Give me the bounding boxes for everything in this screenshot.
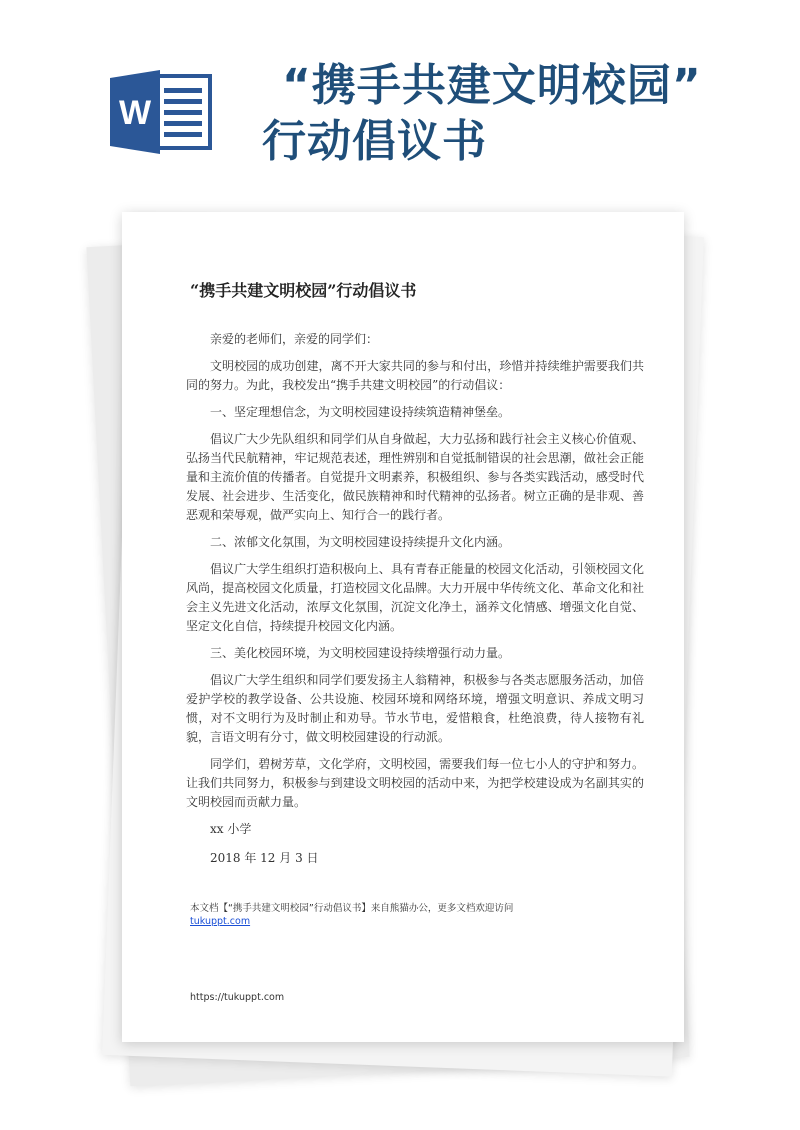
section-heading: 三、美化校园环境，为文明校园建设持续增强行动力量。 [210, 646, 511, 660]
footnote-text: 本文档【“携手共建文明校园”行动倡议书】来自熊猫办公，更多文档欢迎访问 [190, 903, 514, 914]
header-title [262, 58, 782, 170]
paragraph: 文明校园的成功创建，离不开大家共同的参与和付出，珍惜并持续维护需要我们共同的努力。为此，我校发出“携手共建文明校园”的行动倡议： [186, 359, 644, 392]
word-document-icon [110, 70, 214, 154]
svg-text:W: W [118, 94, 152, 132]
page-url[interactable]: https://tukuppt.com [190, 992, 285, 1003]
paragraph: 亲爱的老师们，亲爱的同学们： [210, 332, 379, 346]
signature: xx 小学 [210, 822, 252, 836]
header-title-line2: 行动倡议书 [262, 116, 487, 167]
header [0, 0, 800, 210]
paragraph: 倡议广大学生组织和同学们要发扬主人翁精神，积极参与各类志愿服务活动，加倍爱护学校的教学设备、公共设施、校园环境和网络环境，增强文明意识、养成文明习惯，对不文明行为及时制止和劝导。节水节电，爱惜粮食，杜绝浪费，待人接物有礼貌，言语文明有分寸，做文明校园建设的行动派。 [186, 673, 644, 744]
document-title: “携手共建文明校园”行动倡议书 [190, 281, 417, 300]
document-page [122, 212, 684, 1042]
document-body [186, 330, 644, 868]
section-heading: 二、浓郁文化氛围，为文明校园建设持续提升文化内涵。 [210, 535, 511, 549]
section-heading: 一、坚定理想信念，为文明校园建设持续筑造精神堡垒。 [210, 405, 511, 419]
paragraph: 同学们，碧树芳草，文化学府，文明校园，需要我们每一位七小人的守护和努力。让我们共同努力，积极参与到建设文明校园的活动中来，为把学校建设成为名副其实的文明校园而贡献力量。 [186, 757, 644, 809]
date: 2018 年 12 月 3 日 [210, 851, 319, 865]
footnote [190, 902, 513, 928]
footnote-link[interactable]: tukuppt.com [190, 916, 251, 927]
paragraph: 倡议广大学生组织打造积极向上、具有青春正能量的校园文化活动，引领校园文化风尚，提高校园文化质量，打造校园文化品牌。大力开展中华传统文化、革命文化和社会主义先进文化活动，浓厚文化氛围，沉淀文化净土，涵养文化情感、增强文化自觉、坚定文化自信，持续提升校园文化内涵。 [186, 562, 644, 633]
paragraph: 倡议广大少先队组织和同学们从自身做起，大力弘扬和践行社会主义核心价值观、弘扬当代民航精神，牢记规范表述，理性辨别和自觉抵制错误的社会思潮，做社会正能量和主流价值的传播者。自觉提升文明素养，积极组织、参与各类实践活动，感受时代发展、社会进步、生活变化，做民族精神和时代精神的弘扬者。树立正确的是非观、善恶观和荣辱观，做严实向上、知行合一的践行者。 [186, 432, 644, 522]
header-title-line1: “携手共建文明校园” [282, 60, 702, 111]
